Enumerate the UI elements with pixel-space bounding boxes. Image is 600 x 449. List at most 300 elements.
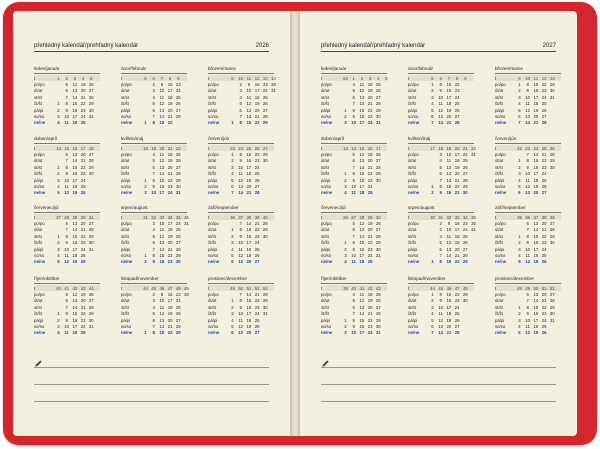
weekday-label: po/po bbox=[495, 151, 506, 157]
weekday-label: pá/pi bbox=[495, 177, 505, 183]
day-cell: 22 bbox=[367, 171, 373, 177]
day-cell: 3 bbox=[431, 304, 434, 310]
weekday-label: pá/pi bbox=[495, 107, 505, 113]
day-cell: 24 bbox=[541, 171, 547, 177]
week-number: 31 bbox=[438, 214, 444, 220]
day-cell: 22 bbox=[254, 298, 260, 304]
week-number: 5 bbox=[144, 75, 147, 81]
day-cell: 16 bbox=[159, 183, 165, 189]
day-cell: 20 bbox=[446, 323, 452, 329]
day-cell: 5 bbox=[352, 220, 355, 226]
day-cell: 12 bbox=[159, 311, 165, 317]
notes-area[interactable] bbox=[321, 351, 556, 421]
day-cell: 22 bbox=[454, 291, 460, 297]
day-cell: 28 bbox=[375, 164, 381, 170]
week-label: t bbox=[208, 285, 210, 291]
day-cell: 17 bbox=[359, 120, 365, 126]
day-cell: 15 bbox=[246, 298, 252, 304]
day-cell: 3 bbox=[344, 183, 347, 189]
day-cell: 23 bbox=[367, 177, 373, 183]
day-cell: 25 bbox=[541, 323, 547, 329]
day-cell: 7 bbox=[431, 120, 434, 126]
month-underline bbox=[495, 212, 561, 213]
month-underline bbox=[321, 212, 387, 213]
week-number: 49 bbox=[230, 285, 235, 291]
weekday-label: pá/pi bbox=[34, 246, 44, 252]
day-cell: 21 bbox=[454, 177, 460, 183]
week-number: 46 bbox=[159, 285, 165, 291]
weekday-label: ne/ne bbox=[208, 259, 220, 265]
week-number: 23 bbox=[230, 145, 235, 151]
weekday-label: út/ut bbox=[208, 227, 217, 233]
day-cell: 10 bbox=[238, 311, 244, 317]
day-cell: 28 bbox=[262, 220, 268, 226]
day-cell: 19 bbox=[533, 259, 539, 265]
weekday-label: ne/ne bbox=[208, 190, 220, 196]
month-calendar bbox=[495, 205, 565, 267]
week-number: 2 bbox=[360, 75, 364, 81]
week-number: 17 bbox=[80, 145, 86, 151]
month-calendar bbox=[34, 205, 104, 267]
page-year: 2027 bbox=[542, 43, 556, 49]
weekday-label: út/ut bbox=[495, 298, 504, 304]
day-cell: 1 bbox=[344, 317, 347, 323]
day-cell: 29 bbox=[549, 304, 555, 310]
day-cell: 18 bbox=[367, 291, 373, 297]
weekday-label: út/ut bbox=[408, 88, 417, 94]
weekday-label: ne/ne bbox=[208, 330, 220, 336]
weekday-label: po/po bbox=[121, 151, 132, 157]
day-cell: 26 bbox=[262, 101, 268, 107]
day-cell: 8 bbox=[239, 120, 242, 126]
day-cell: 7 bbox=[152, 113, 155, 119]
day-cell: 29 bbox=[262, 151, 268, 157]
weekday-label: so/so bbox=[321, 323, 332, 329]
day-cell: 1 bbox=[57, 164, 60, 170]
day-cell: 20 bbox=[541, 291, 547, 297]
weekday-label: po/po bbox=[34, 291, 45, 297]
day-cell: 6 bbox=[518, 190, 521, 196]
month-calendar bbox=[321, 66, 391, 128]
day-cell: 29 bbox=[88, 164, 94, 170]
day-cell: 21 bbox=[80, 158, 86, 164]
month-calendar bbox=[321, 136, 391, 198]
weekday-label: so/so bbox=[408, 113, 419, 119]
day-cell: 11 bbox=[246, 94, 252, 100]
day-cell: 31 bbox=[88, 113, 94, 119]
day-cell: 9 bbox=[352, 113, 355, 119]
day-cell: 9 bbox=[239, 304, 242, 310]
day-cell: 13 bbox=[525, 113, 531, 119]
day-cell: 3 bbox=[152, 220, 155, 226]
day-cell: 1 bbox=[431, 291, 434, 297]
week-number: 43 bbox=[80, 285, 86, 291]
day-cell: 16 bbox=[533, 240, 539, 246]
week-label: t bbox=[208, 214, 210, 220]
weekday-label: čt/št bbox=[495, 171, 503, 177]
weekday-label: pá/pi bbox=[121, 107, 131, 113]
weekday-label: út/ut bbox=[408, 158, 417, 164]
day-cell: 28 bbox=[262, 291, 268, 297]
month-underline bbox=[321, 73, 387, 74]
day-cell: 25 bbox=[175, 94, 181, 100]
day-cell: 20 bbox=[80, 88, 86, 94]
weekday-label: čt/št bbox=[408, 311, 416, 317]
week-number: 12 bbox=[541, 75, 547, 81]
weekday-label: čt/št bbox=[121, 240, 129, 246]
day-cell: 1 bbox=[344, 171, 347, 177]
week-number: 35 bbox=[471, 214, 476, 220]
day-cell: 2 bbox=[231, 158, 234, 164]
week-label: t bbox=[121, 145, 123, 151]
weekday-label: pá/pi bbox=[408, 246, 418, 252]
week-number: 9 bbox=[518, 75, 521, 81]
day-cell: 1 bbox=[231, 151, 234, 157]
weekday-label: so/so bbox=[321, 113, 332, 119]
day-cell: 6 bbox=[65, 151, 68, 157]
day-cell: 14 bbox=[446, 252, 452, 258]
weekday-label: ne/ne bbox=[495, 330, 507, 336]
day-cell: 1 bbox=[144, 252, 147, 258]
day-cell: 4 bbox=[439, 158, 442, 164]
day-cell: 2 bbox=[518, 164, 521, 170]
week-number: 47 bbox=[167, 285, 173, 291]
month-calendar bbox=[121, 66, 191, 128]
week-number: 13 bbox=[343, 145, 348, 151]
day-cell: 15 bbox=[246, 151, 252, 157]
day-cell: 1 bbox=[57, 101, 60, 107]
day-cell: 18 bbox=[533, 177, 539, 183]
day-cell: 23 bbox=[367, 323, 373, 329]
week-number: 27 bbox=[351, 214, 357, 220]
day-cell: 3 bbox=[344, 120, 347, 126]
day-cell: 5 bbox=[152, 101, 155, 107]
day-cell: 10 bbox=[438, 304, 444, 310]
day-cell: 15 bbox=[359, 240, 365, 246]
weekday-label: ne/ne bbox=[34, 120, 46, 126]
day-cell: 30 bbox=[262, 158, 268, 164]
weekday-label: so/so bbox=[495, 323, 506, 329]
day-cell: 7 bbox=[526, 151, 529, 157]
day-cell: 26 bbox=[175, 101, 181, 107]
week-number: 21 bbox=[167, 145, 173, 151]
week-number: 32 bbox=[151, 214, 157, 220]
note-line bbox=[34, 401, 269, 402]
day-cell: 9 bbox=[65, 240, 68, 246]
day-cell: 12 bbox=[359, 88, 365, 94]
right-page bbox=[300, 11, 577, 436]
week-number: 39 bbox=[254, 214, 260, 220]
day-cell: 11 bbox=[438, 101, 443, 107]
day-cell: 30 bbox=[184, 291, 189, 297]
day-cell: 15 bbox=[72, 164, 78, 170]
day-cell: 21 bbox=[80, 304, 86, 310]
day-cell: 12 bbox=[446, 240, 452, 246]
week-number: 23 bbox=[525, 145, 531, 151]
weekday-label: st/st bbox=[34, 94, 42, 100]
day-cell: 26 bbox=[375, 88, 381, 94]
day-cell: 29 bbox=[175, 252, 181, 258]
day-cell: 26 bbox=[375, 151, 381, 157]
day-cell: 27 bbox=[375, 227, 381, 233]
day-cell: 1 bbox=[231, 227, 234, 233]
day-cell: 17 bbox=[72, 113, 78, 119]
day-cell: 7 bbox=[526, 298, 529, 304]
day-cell: 22 bbox=[367, 240, 373, 246]
month-underline bbox=[321, 283, 387, 284]
day-cell: 15 bbox=[72, 101, 78, 107]
day-cell: 6 bbox=[239, 107, 242, 113]
day-cell: 13 bbox=[159, 317, 165, 323]
day-cell: 12 bbox=[159, 101, 165, 107]
day-cell: 27 bbox=[254, 330, 260, 336]
day-cell: 3 bbox=[152, 298, 155, 304]
day-cell: 10 bbox=[238, 164, 244, 170]
day-cell: 4 bbox=[344, 190, 347, 196]
week-label: t bbox=[495, 75, 497, 81]
weekday-label: čt/št bbox=[321, 240, 329, 246]
day-cell: 28 bbox=[88, 227, 94, 233]
month-underline bbox=[408, 143, 474, 144]
weekday-label: čt/št bbox=[408, 240, 416, 246]
month-calendar bbox=[208, 276, 278, 338]
day-cell: 28 bbox=[462, 177, 468, 183]
week-number: 15 bbox=[64, 145, 70, 151]
day-cell: 17 bbox=[246, 311, 252, 317]
day-cell: 21 bbox=[541, 227, 547, 233]
day-cell: 29 bbox=[375, 240, 381, 246]
day-cell: 8 bbox=[526, 158, 529, 164]
day-cell: 10 bbox=[159, 298, 165, 304]
day-cell: 24 bbox=[80, 323, 86, 329]
day-cell: 29 bbox=[462, 291, 468, 297]
week-label: t bbox=[121, 285, 123, 291]
day-cell: 12 bbox=[359, 151, 365, 157]
day-cell: 18 bbox=[72, 330, 78, 336]
day-cell: 12 bbox=[64, 190, 70, 196]
month-calendar bbox=[208, 205, 278, 267]
week-number: 39 bbox=[549, 214, 555, 220]
day-cell: 2 bbox=[57, 240, 60, 246]
weekday-label: st/st bbox=[121, 304, 129, 310]
weekday-label: so/so bbox=[34, 323, 45, 329]
month-underline bbox=[34, 143, 100, 144]
day-cell: 17 bbox=[246, 240, 252, 246]
day-cell: 4 bbox=[152, 227, 155, 233]
weekday-label: st/st bbox=[495, 304, 503, 310]
week-label: t bbox=[408, 75, 410, 81]
week-number: 37 bbox=[533, 214, 539, 220]
day-cell: 16 bbox=[254, 81, 260, 87]
day-cell: 15 bbox=[446, 183, 452, 189]
note-line bbox=[321, 401, 556, 402]
day-cell: 20 bbox=[367, 94, 373, 100]
weekday-label: pá/pi bbox=[408, 177, 418, 183]
month-calendar bbox=[34, 66, 104, 128]
day-cell: 31 bbox=[471, 227, 476, 233]
day-cell: 5 bbox=[65, 291, 68, 297]
week-number: 25 bbox=[541, 145, 547, 151]
day-cell: 16 bbox=[533, 164, 539, 170]
day-cell: 4 bbox=[57, 252, 60, 258]
day-cell: 1 bbox=[518, 81, 521, 87]
day-cell: 16 bbox=[454, 220, 460, 226]
day-cell: 17 bbox=[454, 227, 460, 233]
day-cell: 5 bbox=[65, 81, 68, 87]
day-cell: 9 bbox=[65, 171, 68, 177]
week-label: t bbox=[321, 75, 323, 81]
week-number: 15 bbox=[359, 145, 365, 151]
page-header bbox=[34, 41, 269, 52]
weekday-label: ne/ne bbox=[321, 190, 333, 196]
day-cell: 28 bbox=[541, 120, 547, 126]
day-cell: 29 bbox=[175, 177, 181, 183]
note-line bbox=[34, 367, 269, 368]
day-cell: 4 bbox=[431, 311, 434, 317]
day-cell: 5 bbox=[518, 183, 521, 189]
day-cell: 3 bbox=[439, 151, 442, 157]
day-cell: 23 bbox=[254, 158, 260, 164]
day-cell: 16 bbox=[167, 81, 173, 87]
day-cell: 11 bbox=[359, 291, 365, 297]
month-underline bbox=[121, 143, 187, 144]
day-cell: 8 bbox=[352, 317, 355, 323]
weekday-label: st/st bbox=[495, 164, 503, 170]
day-cell: 24 bbox=[454, 94, 460, 100]
day-cell: 5 bbox=[352, 88, 355, 94]
month-calendar bbox=[321, 205, 391, 267]
week-number: 9 bbox=[464, 75, 467, 81]
week-number: 10 bbox=[525, 75, 531, 81]
note-line bbox=[321, 367, 556, 368]
day-cell: 26 bbox=[541, 107, 547, 113]
month-calendar bbox=[408, 276, 478, 338]
day-cell: 28 bbox=[375, 101, 381, 107]
day-cell: 24 bbox=[541, 246, 547, 252]
day-cell: 26 bbox=[541, 330, 547, 336]
week-number: 38 bbox=[246, 214, 252, 220]
week-number: 16 bbox=[72, 145, 78, 151]
week-number: 53 bbox=[262, 285, 268, 291]
day-cell: 18 bbox=[167, 227, 173, 233]
day-cell: 5 bbox=[352, 151, 355, 157]
day-cell: 16 bbox=[72, 171, 78, 177]
weekday-label: čt/št bbox=[408, 101, 416, 107]
day-cell: 4 bbox=[518, 101, 521, 107]
month-name: listopad/november bbox=[121, 276, 159, 281]
day-cell: 13 bbox=[533, 291, 539, 297]
day-cell: 8 bbox=[439, 81, 442, 87]
day-cell: 11 bbox=[238, 317, 243, 323]
day-cell: 29 bbox=[88, 233, 94, 239]
day-cell: 25 bbox=[80, 330, 86, 336]
day-cell: 11 bbox=[64, 330, 69, 336]
weekday-label: čt/št bbox=[495, 311, 503, 317]
month-name: květen/máj bbox=[408, 136, 431, 141]
weekday-label: st/st bbox=[408, 304, 416, 310]
month-calendar bbox=[121, 205, 191, 267]
weekday-label: pá/pi bbox=[495, 317, 505, 323]
weekday-label: pá/pi bbox=[34, 107, 44, 113]
day-cell: 18 bbox=[167, 304, 173, 310]
day-cell: 14 bbox=[159, 113, 165, 119]
day-cell: 14 bbox=[159, 246, 165, 252]
week-number: 48 bbox=[175, 285, 181, 291]
week-number: 27 bbox=[262, 145, 268, 151]
week-number: 47 bbox=[454, 285, 460, 291]
notes-area[interactable] bbox=[34, 351, 269, 421]
day-cell: 11 bbox=[351, 259, 356, 265]
day-cell: 22 bbox=[80, 101, 86, 107]
day-cell: 25 bbox=[541, 101, 547, 107]
weekday-label: st/st bbox=[408, 94, 416, 100]
day-cell: 19 bbox=[533, 107, 539, 113]
day-cell: 3 bbox=[231, 164, 234, 170]
day-cell: 29 bbox=[262, 298, 268, 304]
weekday-label: po/po bbox=[408, 220, 419, 226]
week-number: 38 bbox=[541, 214, 547, 220]
day-cell: 9 bbox=[352, 246, 355, 252]
day-cell: 15 bbox=[72, 311, 78, 317]
weekday-label: čt/št bbox=[208, 101, 216, 107]
day-cell: 28 bbox=[175, 113, 181, 119]
day-cell: 6 bbox=[152, 240, 155, 246]
week-number: 30 bbox=[430, 214, 435, 220]
day-cell: 14 bbox=[72, 158, 78, 164]
month-name: červen/jún bbox=[495, 136, 517, 141]
day-cell: 2 bbox=[239, 81, 242, 87]
day-cell: 26 bbox=[175, 158, 181, 164]
weekday-label: čt/št bbox=[121, 101, 129, 107]
week-number: 14 bbox=[56, 145, 61, 151]
weekday-label: út/ut bbox=[408, 298, 417, 304]
week-number: 3 bbox=[368, 75, 372, 81]
day-cell: 27 bbox=[175, 107, 181, 113]
weekday-label: čt/št bbox=[321, 101, 329, 107]
week-number: 48 bbox=[462, 285, 468, 291]
day-cell: 3 bbox=[518, 171, 521, 177]
day-cell: 18 bbox=[359, 190, 365, 196]
day-cell: 1 bbox=[431, 183, 434, 189]
weekday-label: pá/pi bbox=[321, 177, 331, 183]
day-cell: 17 bbox=[159, 190, 165, 196]
day-cell: 19 bbox=[246, 252, 252, 258]
week-number: 18 bbox=[438, 145, 444, 151]
day-cell: 17 bbox=[533, 94, 539, 100]
week-number: 14 bbox=[351, 145, 357, 151]
day-cell: 4 bbox=[57, 120, 60, 126]
month-name: září/september bbox=[495, 205, 526, 210]
day-cell: 9 bbox=[526, 88, 529, 94]
day-cell: 25 bbox=[367, 259, 373, 265]
day-cell: 23 bbox=[254, 233, 260, 239]
day-cell: 15 bbox=[446, 291, 452, 297]
day-cell: 17 bbox=[359, 183, 365, 189]
day-cell: 11 bbox=[359, 81, 365, 87]
week-number: 34 bbox=[462, 214, 468, 220]
day-cell: 4 bbox=[344, 259, 347, 265]
day-cell: 22 bbox=[167, 177, 173, 183]
day-cell: 27 bbox=[462, 171, 468, 177]
day-cell: 28 bbox=[549, 298, 555, 304]
weekday-label: so/so bbox=[34, 183, 45, 189]
day-cell: 19 bbox=[454, 240, 460, 246]
day-cell: 9 bbox=[152, 259, 155, 265]
day-cell: 26 bbox=[88, 291, 94, 297]
day-cell: 9 bbox=[352, 177, 355, 183]
day-cell: 18 bbox=[167, 151, 173, 157]
day-cell: 20 bbox=[533, 113, 539, 119]
